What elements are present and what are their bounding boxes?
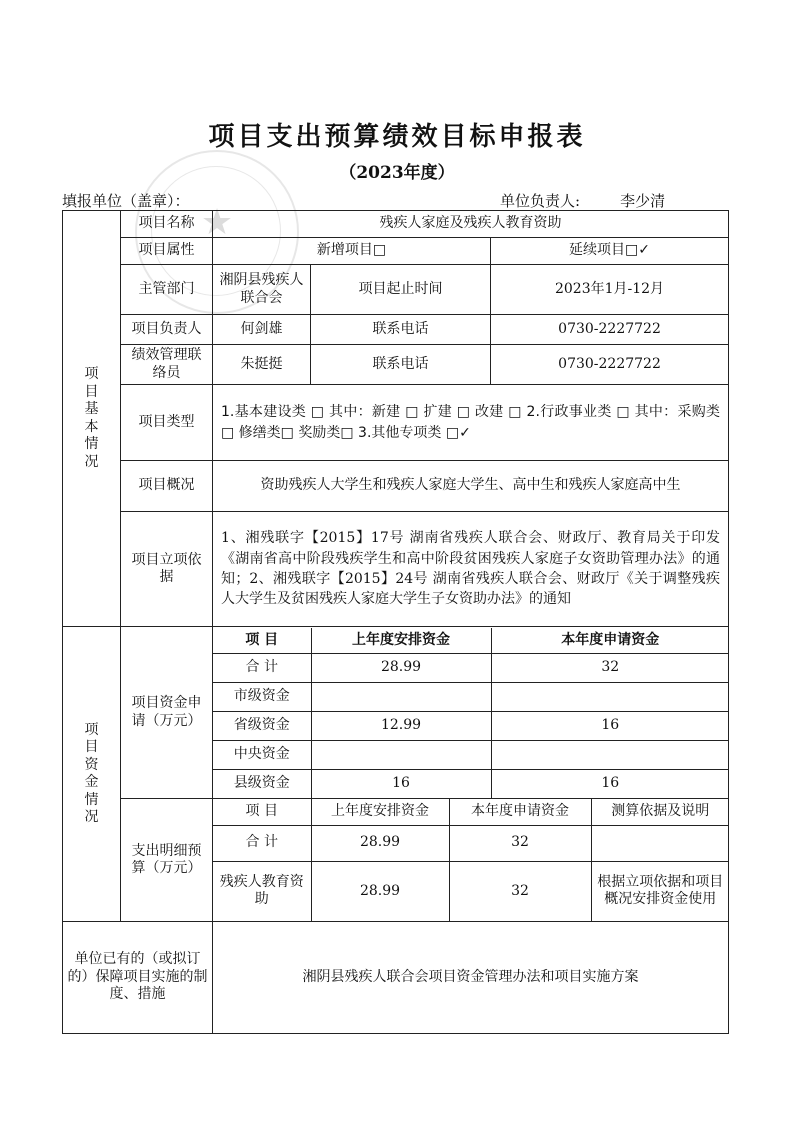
dept-value: 湘阴县残疾人联合会 [213,265,311,315]
header-cell: 测算依据及说明 [591,799,729,825]
basis-value: 1、湘残联字【2015】17号 湖南省残疾人联合会、财政厅、教育局关于印发《湖南省高中阶段残疾学生和高中阶段贫困残疾人家庭子女资助管理办法》的通知；2、湘残联字【2015】24号 湖南省残疾人联合会、财政厅《关于调整残疾人大学生及贫困残疾人家庭大学生子女资助办法》的通知 [213,512,729,627]
row-this: 32 [449,825,591,861]
page-title: 项目支出预算绩效目标申报表 [208,122,586,152]
leader-label: 项目负责人 [121,315,213,345]
table-row [213,861,729,921]
unit-owner [500,190,665,211]
fund-apply-table [213,628,729,798]
perf-contact-label: 绩效管理联络员 [121,345,213,385]
system-value: 湘阴县残疾人联合会项目资金管理办法和项目实施方案 [213,922,729,1034]
dept-label: 主管部门 [121,265,213,315]
header-cell: 项 目 [213,799,311,825]
row-this [491,741,729,770]
phone-label: 联系电话 [311,315,491,345]
row-item: 省级资金 [213,712,311,741]
fund-detail-label: 支出明细预算（万元） [121,799,213,922]
row-item: 市级资金 [213,683,311,712]
phone2-label: 联系电话 [311,345,491,385]
section-funds: 项目资金情况 [63,627,121,922]
project-attr-label: 项目属性 [121,238,213,265]
filing-unit-label: 填报单位（盖章）： [62,192,190,210]
period-label: 项目起止时间 [311,265,491,315]
row-last [311,741,491,770]
row-this: 32 [449,861,591,921]
header-cell: 项 目 [213,628,311,654]
row-last: 28.99 [311,861,449,921]
project-attr-continue: 延续项目□✓ [491,238,729,265]
project-name-label: 项目名称 [121,211,213,238]
unit-owner-label: 单位负责人: [500,192,581,210]
row-item: 县级资金 [213,770,311,798]
system-label: 单位已有的（或拟订的）保障项目实施的制度、措施 [63,922,213,1034]
overview-value: 资助残疾人大学生和残疾人家庭大学生、高中生和残疾人家庭高中生 [213,461,729,512]
header-cell: 本年度申请资金 [491,628,729,654]
table-row [213,770,729,798]
row-this: 16 [491,770,729,798]
project-type-label: 项目类型 [121,385,213,461]
phone-value: 0730-2227722 [491,315,729,345]
official-seal-icon: ★ [135,150,299,314]
fund-detail-cell [213,799,729,922]
phone2-value: 0730-2227722 [491,345,729,385]
page-subtitle: （2023年度） [339,163,455,183]
table-row [213,825,729,861]
row-this: 32 [491,654,729,683]
table-row [213,654,729,683]
section-basic-info: 项目基本情况 [63,211,121,627]
unit-owner-name: 李少清 [620,192,666,210]
basis-label: 项目立项依据 [121,512,213,627]
row-item: 合 计 [213,654,311,683]
table-row [213,712,729,741]
row-last [311,683,491,712]
project-name-value: 残疾人家庭及残疾人教育资助 [213,211,729,238]
fund-detail-table [213,799,729,921]
header-cell: 本年度申请资金 [449,799,591,825]
row-last: 12.99 [311,712,491,741]
row-this: 16 [491,712,729,741]
fund-apply-cell [213,627,729,799]
row-this [491,683,729,712]
row-item: 中央资金 [213,741,311,770]
table-row [213,683,729,712]
project-attr-new: 新增项目□ [213,238,491,265]
overview-label: 项目概况 [121,461,213,512]
leader-value: 何剑雄 [213,315,311,345]
row-last: 16 [311,770,491,798]
fund-apply-label: 项目资金申请（万元） [121,627,213,799]
perf-contact-value: 朱挺挺 [213,345,311,385]
row-note [591,825,729,861]
header-cell: 上年度安排资金 [311,799,449,825]
row-last: 28.99 [311,654,491,683]
period-value: 2023年1月-12月 [491,265,729,315]
table-header-row [213,799,729,825]
row-item: 残疾人教育资助 [213,861,311,921]
table-header-row [213,628,729,654]
row-item: 合 计 [213,825,311,861]
project-type-value: 1.基本建设类 □ 其中：新建 □ 扩建 □ 改建 □ 2.行政事业类 □ 其中：采购类□ 修缮类□ 奖励类□ 3.其他专项类 □✓ [213,385,729,461]
budget-form-table [62,210,729,1034]
row-last: 28.99 [311,825,449,861]
row-note: 根据立项依据和项目概况安排资金使用 [591,861,729,921]
header-cell: 上年度安排资金 [311,628,491,654]
table-row [213,741,729,770]
